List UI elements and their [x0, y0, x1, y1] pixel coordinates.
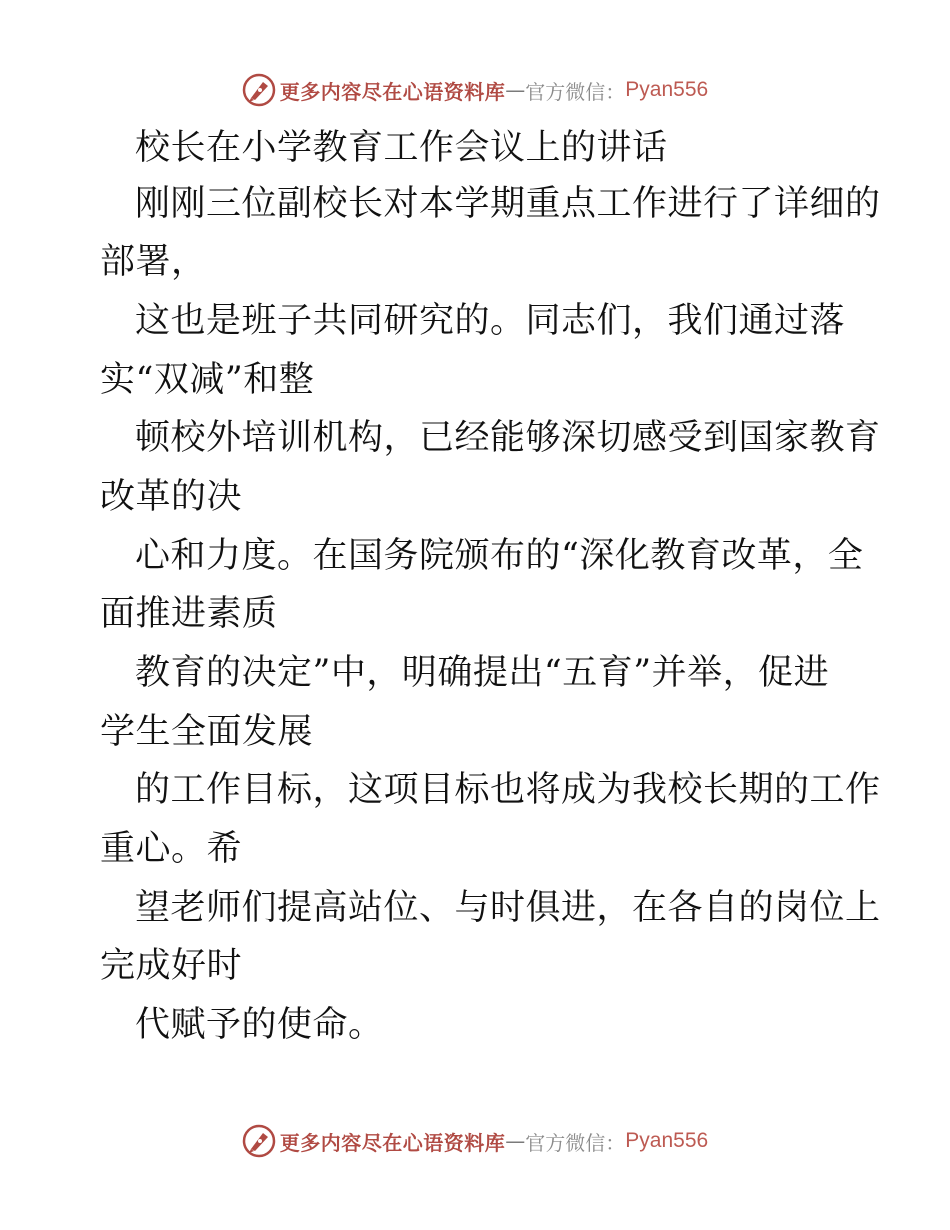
site-name: 更多内容尽在心语资料库 — [279, 79, 506, 104]
text-line: 重心。希 — [100, 829, 243, 869]
text-line: 望老师们提高站位、与时俱进，在各自的岗位上 — [135, 888, 881, 928]
text-line: 完成好时 — [100, 946, 243, 986]
text-line: 改革的决 — [100, 477, 243, 517]
text-line: 这也是班子共同研究的。同志们，我们通过落 — [135, 301, 846, 341]
wechat-label: 官方微信： — [525, 79, 626, 104]
banner-dash: — — [505, 1129, 526, 1153]
text-line: 的工作目标，这项目标也将成为我校长期的工作 — [135, 770, 881, 810]
text-line: 实“双减”和整 — [100, 360, 315, 400]
pen-nib-logo-icon — [242, 73, 276, 107]
banner-dash: — — [505, 78, 526, 102]
document-title: 校长在小学教育工作会议上的讲话 — [135, 128, 668, 168]
text-line: 部署， — [100, 242, 207, 282]
wechat-id: Pyan556 — [625, 1129, 709, 1152]
pen-nib-logo-icon — [242, 1124, 276, 1158]
text-line: 学生全面发展 — [100, 712, 314, 752]
wechat-id: Pyan556 — [625, 78, 709, 101]
text-line: 刚刚三位副校长对本学期重点工作进行了详细的 — [135, 184, 881, 224]
wechat-label: 官方微信： — [525, 1130, 626, 1155]
site-name: 更多内容尽在心语资料库 — [279, 1130, 506, 1155]
header-banner — [0, 70, 950, 110]
text-line: 面推进素质 — [100, 594, 278, 634]
text-line: 代赋予的使命。 — [135, 1005, 384, 1045]
text-line: 心和力度。在国务院颁布的“深化教育改革，全 — [135, 536, 864, 576]
footer-banner — [0, 1121, 950, 1161]
text-line: 顿校外培训机构，已经能够深切感受到国家教育 — [135, 418, 881, 458]
text-line: 教育的决定”中，明确提出“五育”并举，促进 — [135, 653, 830, 693]
